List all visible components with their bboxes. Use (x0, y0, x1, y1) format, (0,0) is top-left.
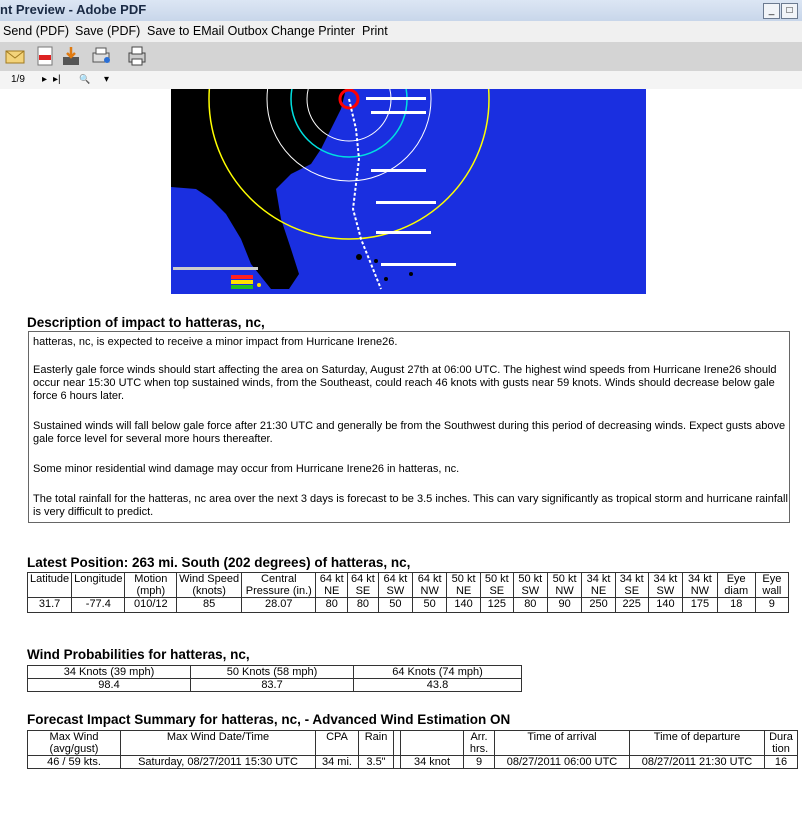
table-cell: 98.4 (28, 679, 191, 692)
table-header: 64 kt NE (316, 573, 348, 598)
menu-change-printer[interactable]: Change Printer (271, 24, 356, 38)
table-cell: 31.7 (28, 598, 72, 613)
table-header (394, 731, 401, 756)
menu-send-pdf[interactable]: Send (PDF) (3, 24, 69, 38)
table-cell: 175 (683, 598, 718, 613)
minimize-button[interactable]: _ (763, 3, 780, 19)
table-header: 34 kt NE (582, 573, 615, 598)
table-cell: 46 / 59 kts. (28, 756, 121, 769)
table-header: Longitude (72, 573, 125, 598)
table-cell: 34 mi. (316, 756, 359, 769)
table-header: Eye wall (755, 573, 788, 598)
zoom-icon[interactable]: 🔍 (79, 74, 91, 84)
wind-probabilities-heading: Wind Probabilities for hatteras, nc, (27, 647, 250, 662)
desc-paragraph: hatteras, nc, is expected to receive a minor impact from Hurricane Irene26. (33, 336, 398, 348)
table-cell: 34 knot (401, 756, 464, 769)
table-cell: 80 (347, 598, 378, 613)
table-cell: 08/27/2011 21:30 UTC (630, 756, 765, 769)
table-header: Time of departure (630, 731, 765, 756)
table-cell: 140 (648, 598, 682, 613)
table-header-row (28, 666, 522, 679)
table-cell: 90 (547, 598, 582, 613)
printer-icon[interactable] (126, 45, 148, 67)
table-header: CPA (316, 731, 359, 756)
table-header: 64 Knots (74 mph) (354, 666, 522, 679)
table-header: 34 kt SE (615, 573, 648, 598)
table-header: Rain (359, 731, 394, 756)
table-header: 50 kt SE (480, 573, 513, 598)
desc-paragraph: Easterly gale force winds should start affecting the area on Saturday, August 27th at 06:00 UTC. The highest wind speeds from Hurricane Irene26 should occur near 15:30 UTC when top sustained winds, from the Southeast, could reach 46 knots with gusts near 59 knots. Winds should decrease below gale force 6 hours later. (33, 364, 777, 402)
table-cell: 125 (480, 598, 513, 613)
table-header: 64 kt NW (412, 573, 447, 598)
table-cell: -77.4 (72, 598, 125, 613)
table-header: Max Wind (avg/gust) (28, 731, 121, 756)
save-icon[interactable] (60, 45, 82, 67)
table-cell: 140 (447, 598, 480, 613)
table-header: 34 kt SW (648, 573, 682, 598)
table-header: 34 kt NW (683, 573, 718, 598)
table-cell: 85 (177, 598, 242, 613)
table-header: Time of arrival (495, 731, 630, 756)
email-icon[interactable] (4, 45, 26, 67)
table-row (28, 679, 522, 692)
table-cell: 010/12 (125, 598, 177, 613)
page-indicator: 1/9 (11, 74, 25, 85)
table-header-row (28, 573, 789, 598)
table-header: Latitude (28, 573, 72, 598)
table-cell: 225 (615, 598, 648, 613)
table-header-row (28, 731, 798, 756)
title-bar (0, 0, 802, 22)
page-nav-bar (0, 71, 802, 90)
table-row (28, 756, 798, 769)
toolbar (0, 42, 802, 72)
wind-probabilities-table (27, 665, 522, 692)
menu-save-email-outbox[interactable]: Save to EMail Outbox (147, 24, 268, 38)
table-header (401, 731, 464, 756)
table-cell: 80 (316, 598, 348, 613)
table-header: Central Pressure (in.) (242, 573, 316, 598)
print-setup-icon[interactable] (90, 45, 112, 67)
pdf-icon[interactable] (34, 45, 56, 67)
table-header: Dura tion (765, 731, 798, 756)
table-cell: 250 (582, 598, 615, 613)
description-box[interactable] (28, 331, 790, 523)
desc-paragraph: The total rainfall for the hatteras, nc area over the next 3 days is forecast to be 3.5 inches. This can vary significantly as tropical storm and hurricane rainfall is very difficult to predict. (33, 493, 788, 518)
desc-paragraph: Sustained winds will fall below gale force after 21:30 UTC and generally be from the Southwest during this period of decreasing winds. Expect gusts above gale force level for several more hours thereafter. (33, 420, 786, 445)
zoom-dropdown-icon[interactable]: ▾ (104, 74, 110, 85)
forecast-summary-table (27, 730, 798, 769)
table-header: 50 kt NE (447, 573, 480, 598)
forecast-summary-heading: Forecast Impact Summary for hatteras, nc, - Advanced Wind Estimation ON (27, 712, 511, 727)
table-cell: 43.8 (354, 679, 522, 692)
restore-button[interactable]: □ (781, 3, 798, 19)
window-title: nt Preview - Adobe PDF (0, 2, 147, 17)
desc-paragraph: Some minor residential wind damage may occur from Hurricane Irene26 in hatteras, nc. (33, 463, 460, 475)
menu-print[interactable]: Print (362, 24, 388, 38)
table-cell: 83.7 (191, 679, 354, 692)
document-page (0, 89, 802, 832)
table-header: 50 kt SW (513, 573, 547, 598)
description-heading: Description of impact to hatteras, nc, (27, 315, 265, 330)
table-row (28, 598, 789, 613)
table-cell: 28.07 (242, 598, 316, 613)
table-header: Wind Speed (knots) (177, 573, 242, 598)
table-header: Max Wind Date/Time (121, 731, 316, 756)
table-header: Eye diam (717, 573, 755, 598)
table-header: 50 Knots (58 mph) (191, 666, 354, 679)
table-cell (394, 756, 401, 769)
table-header: Motion (mph) (125, 573, 177, 598)
table-cell: 18 (717, 598, 755, 613)
latest-position-heading: Latest Position: 263 mi. South (202 degrees) of hatteras, nc, (27, 555, 411, 570)
table-header: Arr. hrs. (464, 731, 495, 756)
table-cell: 80 (513, 598, 547, 613)
table-header: 64 kt SE (347, 573, 378, 598)
table-cell: 08/27/2011 06:00 UTC (495, 756, 630, 769)
table-cell: 50 (412, 598, 447, 613)
table-header: 34 Knots (39 mph) (28, 666, 191, 679)
table-header: 50 kt NW (547, 573, 582, 598)
hurricane-track-map (171, 89, 646, 294)
table-header: 64 kt SW (378, 573, 412, 598)
latest-position-table (27, 572, 789, 613)
next-page-button[interactable]: ▸ (42, 74, 48, 85)
last-page-button[interactable]: ▸| (53, 74, 61, 85)
table-cell: 50 (378, 598, 412, 613)
table-cell: 9 (755, 598, 788, 613)
table-cell: 9 (464, 756, 495, 769)
menu-save-pdf[interactable]: Save (PDF) (75, 24, 141, 38)
menu-bar (0, 21, 802, 43)
table-cell: 16 (765, 756, 798, 769)
table-cell: Saturday, 08/27/2011 15:30 UTC (121, 756, 316, 769)
table-cell: 3.5" (359, 756, 394, 769)
